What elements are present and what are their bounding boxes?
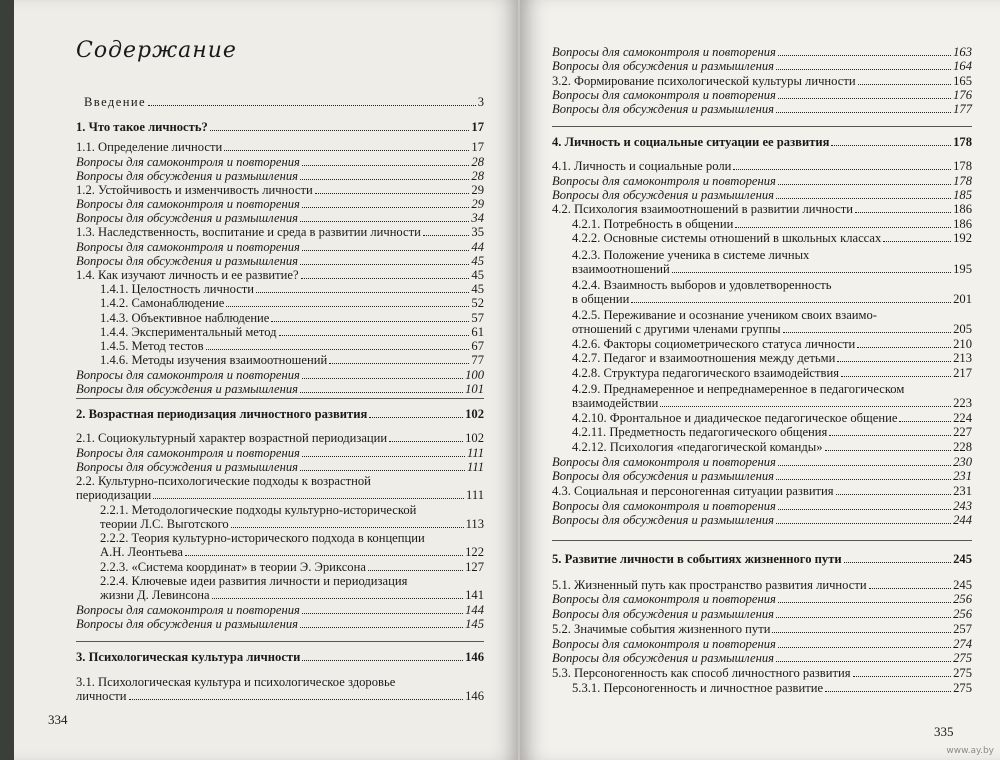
toc-entry[interactable] — [552, 174, 972, 188]
toc-entry[interactable] — [552, 513, 972, 527]
toc-entry[interactable] — [76, 268, 484, 282]
toc-entry[interactable] — [552, 45, 972, 59]
toc-entry-title: Вопросы для самоконтроля и повторения — [76, 155, 300, 169]
toc-entry-page: 111 — [466, 460, 484, 474]
dot-leader — [841, 376, 951, 377]
toc-entry-page: 213 — [953, 351, 972, 365]
toc-entry[interactable] — [76, 603, 484, 617]
toc-entry-heading-line: 4.2.9. Преднамеренное и непреднамеренное в педагогическом — [572, 382, 905, 396]
dot-leader — [776, 661, 951, 662]
toc-entry-title: 5.3. Персоногенность как способ личностного развития — [552, 666, 851, 680]
toc-entry-title: жизни Д. Левинсона — [100, 588, 210, 602]
toc-entry-title: 4. Личность и социальные ситуации ее развития — [552, 135, 830, 149]
toc-entry[interactable] — [76, 407, 484, 421]
toc-entry-page: 231 — [953, 469, 972, 483]
toc-entry-page: 224 — [953, 411, 972, 425]
toc-entry[interactable] — [572, 322, 972, 336]
toc-entry-page: 165 — [953, 74, 972, 88]
toc-entry-page: 186 — [953, 202, 972, 216]
toc-entry-title: 5.3.1. Персоногенность и личностное развитие — [572, 681, 824, 695]
toc-entry[interactable] — [552, 469, 972, 483]
toc-entry-title: Вопросы для обсуждения и размышления — [76, 254, 298, 268]
toc-entry-page: 230 — [953, 455, 972, 469]
toc-entry-title: взаимодействии — [572, 396, 659, 410]
dot-leader — [869, 588, 952, 589]
toc-entry-page: 257 — [953, 622, 972, 636]
toc-entry[interactable] — [76, 617, 484, 631]
toc-entry-page: 57 — [471, 311, 484, 325]
toc-entry-title: 3. Психологическая культура личности — [76, 650, 301, 664]
toc-entry-title: периодизации — [76, 488, 152, 502]
dot-leader — [776, 198, 951, 199]
dot-leader — [210, 130, 470, 131]
dot-leader — [672, 272, 951, 273]
dot-leader — [631, 302, 951, 303]
toc-entry-title: 4.2.1. Потребность в общении — [572, 217, 734, 231]
dot-leader — [423, 235, 470, 236]
dot-leader — [772, 632, 951, 633]
dot-leader — [858, 84, 952, 85]
toc-entry-heading-line: 2.2.1. Методологические подходы культурно-исторической — [100, 503, 417, 517]
dot-leader — [153, 498, 464, 499]
toc-entry-title: Вопросы для обсуждения и размышления — [76, 211, 298, 225]
left-page-number: 334 — [48, 712, 68, 727]
toc-entry-title: 3.2. Формирование психологической культуры личности — [552, 74, 856, 88]
toc-entry-page: 102 — [465, 407, 484, 421]
toc-entry-heading-line: 3.1. Психологическая культура и психологическое здоровье — [76, 675, 396, 689]
dot-leader — [231, 527, 464, 528]
toc-entry-page: 243 — [953, 499, 972, 513]
dot-leader — [271, 321, 469, 322]
toc-entry-page: 122 — [465, 545, 484, 559]
toc-entry[interactable] — [552, 202, 972, 216]
dot-leader — [329, 363, 469, 364]
toc-entry-title: 2. Возрастная периодизация личностного развития — [76, 407, 368, 421]
toc-entry[interactable] — [552, 188, 972, 202]
toc-entry-page: 231 — [953, 484, 972, 498]
toc-title: Содержание — [76, 38, 237, 63]
dot-leader — [300, 221, 469, 222]
dot-leader — [776, 69, 951, 70]
toc-entry-page: 77 — [471, 353, 484, 367]
toc-entry-page: 245 — [953, 578, 972, 592]
toc-entry-title: Вопросы для обсуждения и размышления — [76, 460, 298, 474]
dot-leader — [302, 250, 469, 251]
toc-entry-page: 217 — [953, 366, 972, 380]
toc-entry[interactable] — [76, 446, 484, 460]
toc-entry-page: 113 — [465, 517, 484, 531]
toc-entry-title: Вопросы для обсуждения и размышления — [552, 469, 774, 483]
dot-leader — [778, 465, 951, 466]
toc-entry-title: отношений с другими членами группы — [572, 322, 781, 336]
dot-leader — [776, 112, 951, 113]
toc-entry[interactable] — [572, 366, 972, 380]
dot-leader — [300, 179, 469, 180]
toc-entry[interactable] — [572, 681, 972, 695]
toc-entry[interactable] — [552, 484, 972, 498]
toc-entry[interactable] — [76, 120, 484, 134]
toc-entry[interactable] — [572, 262, 972, 276]
toc-entry[interactable] — [552, 102, 972, 116]
toc-entry-page: 186 — [953, 217, 972, 231]
toc-entry[interactable] — [76, 197, 484, 211]
toc-entry-page: 44 — [471, 240, 484, 254]
toc-entry-page: 100 — [465, 368, 484, 382]
dot-leader — [836, 494, 952, 495]
toc-entry[interactable] — [100, 353, 484, 367]
toc-entry[interactable] — [552, 455, 972, 469]
toc-entry[interactable] — [552, 135, 972, 149]
toc-entry-page: 205 — [953, 322, 972, 336]
toc-entry[interactable] — [100, 311, 484, 325]
toc-entry-heading-line: 4.2.4. Взаимность выборов и удовлетворенность — [572, 278, 832, 292]
toc-entry-title: теории Л.С. Выготского — [100, 517, 229, 531]
dot-leader — [829, 435, 951, 436]
toc-entry-title: Вопросы для самоконтроля и повторения — [552, 499, 776, 513]
toc-entry[interactable] — [84, 95, 484, 109]
section-divider — [552, 126, 972, 127]
toc-entry-heading-line: 2.2. Культурно-психологические подходы к возрастной — [76, 474, 371, 488]
toc-entry-page: 111 — [466, 446, 484, 460]
toc-entry[interactable] — [552, 88, 972, 102]
toc-entry-title: Вопросы для обсуждения и размышления — [552, 513, 774, 527]
toc-entry-title: Вопросы для самоконтроля и повторения — [76, 368, 300, 382]
toc-entry-title: Вопросы для обсуждения и размышления — [552, 651, 774, 665]
toc-entry[interactable] — [552, 74, 972, 88]
toc-entry-title: Вопросы для самоконтроля и повторения — [76, 446, 300, 460]
toc-entry-title: Вопросы для самоконтроля и повторения — [552, 45, 776, 59]
toc-entry-title: 1.4.6. Методы изучения взаимоотношений — [100, 353, 328, 367]
toc-entry-title: Введение — [84, 95, 146, 109]
toc-entry[interactable] — [552, 159, 972, 173]
toc-entry-title: Вопросы для самоконтроля и повторения — [552, 88, 776, 102]
toc-entry-title: 1. Что такое личность? — [76, 120, 208, 134]
toc-entry-page: 127 — [465, 560, 484, 574]
dot-leader — [300, 627, 463, 628]
toc-entry[interactable] — [100, 339, 484, 353]
toc-entry[interactable] — [552, 59, 972, 73]
dot-leader — [776, 523, 951, 524]
toc-entry-heading-line: 4.2.3. Положение ученика в системе личных — [572, 248, 810, 262]
toc-entry[interactable] — [76, 254, 484, 268]
toc-entry[interactable] — [572, 425, 972, 439]
toc-entry[interactable] — [552, 499, 972, 513]
toc-entry[interactable] — [552, 666, 972, 680]
toc-entry-title: 1.2. Устойчивость и изменчивость личности — [76, 183, 313, 197]
toc-entry-title: Вопросы для обсуждения и размышления — [552, 59, 774, 73]
toc-entry[interactable] — [572, 411, 972, 425]
toc-entry[interactable] — [100, 296, 484, 310]
toc-entry-title: 4.2.6. Факторы социометрического статуса личности — [572, 337, 856, 351]
toc-entry[interactable] — [572, 231, 972, 245]
dot-leader — [853, 676, 952, 677]
toc-entry-title: Вопросы для самоконтроля и повторения — [76, 603, 300, 617]
toc-entry[interactable] — [552, 637, 972, 651]
toc-entry-title: Вопросы для обсуждения и размышления — [76, 169, 298, 183]
dot-leader — [206, 349, 470, 350]
toc-entry-title: 4.2.2. Основные системы отношений в школьных классах — [572, 231, 882, 245]
toc-entry-title: личности — [76, 689, 127, 703]
toc-entry[interactable] — [76, 460, 484, 474]
toc-entry-page: 45 — [471, 254, 484, 268]
toc-entry-page: 201 — [953, 292, 972, 306]
toc-entry-page: 245 — [953, 552, 972, 566]
dot-leader — [302, 660, 463, 661]
toc-entry[interactable] — [76, 169, 484, 183]
dot-leader — [778, 98, 951, 99]
toc-entry-page: 144 — [465, 603, 484, 617]
toc-entry-title: Вопросы для самоконтроля и повторения — [76, 240, 300, 254]
dot-leader — [778, 602, 951, 603]
toc-entry-page: 275 — [953, 651, 972, 665]
toc-entry-page: 178 — [953, 159, 972, 173]
dot-leader — [825, 450, 952, 451]
dot-leader — [302, 207, 469, 208]
dot-leader — [778, 184, 951, 185]
toc-entry-page: 256 — [953, 607, 972, 621]
dot-leader — [300, 392, 463, 393]
toc-entry-page: 67 — [471, 339, 484, 353]
toc-entry-page: 256 — [953, 592, 972, 606]
toc-entry-title: Вопросы для обсуждения и размышления — [552, 102, 774, 116]
dot-leader — [129, 699, 464, 700]
right-page-number: 335 — [934, 724, 954, 739]
toc-entry[interactable] — [572, 440, 972, 454]
dot-leader — [368, 570, 463, 571]
toc-entry-page: 176 — [953, 88, 972, 102]
toc-entry-title: взаимоотношений — [572, 262, 670, 276]
section-divider — [552, 540, 972, 541]
toc-entry-title: 4.2. Психология взаимоотношений в развитии личности — [552, 202, 853, 216]
toc-entry-page: 29 — [471, 197, 484, 211]
dot-leader — [301, 278, 470, 279]
dot-leader — [148, 105, 476, 106]
toc-entry-title: 4.2.12. Психология «педагогической команды» — [572, 440, 823, 454]
toc-entry-heading-line: 4.2.5. Переживание и осознание учеником своих взаимо- — [572, 308, 877, 322]
toc-entry[interactable] — [572, 396, 972, 410]
toc-entry[interactable] — [100, 588, 484, 602]
toc-entry-page: 227 — [953, 425, 972, 439]
toc-entry-title: Вопросы для самоконтроля и повторения — [552, 637, 776, 651]
dot-leader — [226, 306, 469, 307]
toc-entry[interactable] — [100, 560, 484, 574]
toc-entry-page: 141 — [465, 588, 484, 602]
toc-entry-heading-line: 2.2.2. Теория культурно-исторического подхода в концепции — [100, 531, 425, 545]
toc-entry-page: 163 — [953, 45, 972, 59]
toc-entry-title: 4.2.7. Педагог и взаимоотношения между детьми — [572, 351, 836, 365]
toc-entry-title: Вопросы для самоконтроля и повторения — [552, 592, 776, 606]
toc-entry[interactable] — [572, 351, 972, 365]
toc-entry-title: 1.1. Определение личности — [76, 140, 223, 154]
toc-entry-page: 17 — [471, 140, 484, 154]
section-divider — [76, 398, 484, 399]
toc-entry-title: 5. Развитие личности в событиях жизненного пути — [552, 552, 842, 566]
toc-entry-page: 192 — [953, 231, 972, 245]
toc-entry-page: 274 — [953, 637, 972, 651]
toc-entry-title: Вопросы для обсуждения и размышления — [552, 188, 774, 202]
toc-entry[interactable] — [76, 155, 484, 169]
toc-entry-heading-line: 2.2.4. Ключевые идеи развития личности и периодизация — [100, 574, 408, 588]
toc-entry-page: 178 — [953, 174, 972, 188]
dot-leader — [279, 335, 470, 336]
toc-entry-title: Вопросы для самоконтроля и повторения — [552, 455, 776, 469]
toc-entry-page: 223 — [953, 396, 972, 410]
toc-entry-title: 1.4.4. Экспериментальный метод — [100, 325, 277, 339]
toc-entry-page: 61 — [471, 325, 484, 339]
toc-entry-page: 145 — [465, 617, 484, 631]
dot-leader — [883, 241, 951, 242]
toc-entry-title: 2.1. Социокультурный характер возрастной периодизации — [76, 431, 388, 445]
dot-leader — [825, 691, 951, 692]
toc-entry-title: 1.4.1. Целостность личности — [100, 282, 255, 296]
toc-entry-title: Вопросы для обсуждения и размышления — [76, 382, 298, 396]
dot-leader — [733, 169, 951, 170]
dot-leader — [899, 421, 951, 422]
toc-entry[interactable] — [572, 292, 972, 306]
toc-entry-page: 111 — [466, 488, 484, 502]
toc-entry-title: 4.2.11. Предметность педагогического общения — [572, 425, 828, 439]
dot-leader — [302, 378, 463, 379]
toc-entry[interactable] — [76, 431, 484, 445]
toc-entry-page: 34 — [471, 211, 484, 225]
dot-leader — [844, 562, 951, 563]
toc-entry[interactable] — [76, 211, 484, 225]
toc-entry-title: Вопросы для обсуждения и размышления — [76, 617, 298, 631]
toc-entry[interactable] — [552, 651, 972, 665]
toc-entry-page: 29 — [471, 183, 484, 197]
toc-entry-page: 185 — [953, 188, 972, 202]
toc-entry-title: Вопросы для обсуждения и размышления — [552, 607, 774, 621]
dot-leader — [302, 613, 463, 614]
toc-entry-title: А.Н. Леонтьева — [100, 545, 183, 559]
toc-entry[interactable] — [76, 689, 484, 703]
toc-entry[interactable] — [76, 240, 484, 254]
toc-entry-title: 5.1. Жизненный путь как пространство развития личности — [552, 578, 867, 592]
toc-entry[interactable] — [76, 488, 484, 502]
dot-leader — [837, 361, 951, 362]
toc-entry-page: 164 — [953, 59, 972, 73]
toc-entry-page: 28 — [471, 155, 484, 169]
toc-entry[interactable] — [552, 578, 972, 592]
toc-entry[interactable] — [552, 622, 972, 636]
toc-entry-page: 275 — [953, 681, 972, 695]
dot-leader — [776, 479, 951, 480]
toc-entry-title: 4.2.10. Фронтальное и диадическое педагогическое общение — [572, 411, 898, 425]
toc-entry[interactable] — [100, 517, 484, 531]
dot-leader — [369, 417, 463, 418]
dot-leader — [256, 292, 469, 293]
toc-entry-page: 45 — [471, 282, 484, 296]
dot-leader — [831, 145, 951, 146]
dot-leader — [778, 647, 951, 648]
toc-entry-title: 1.4.3. Объективное наблюдение — [100, 311, 270, 325]
dot-leader — [212, 598, 463, 599]
toc-entry-page: 195 — [953, 262, 972, 276]
toc-entry-title: Вопросы для самоконтроля и повторения — [76, 197, 300, 211]
toc-entry-title: 2.2.3. «Система координат» в теории Э. Эриксона — [100, 560, 366, 574]
toc-entry-page: 210 — [953, 337, 972, 351]
toc-entry-page: 28 — [471, 169, 484, 183]
toc-entry-title: Вопросы для самоконтроля и повторения — [552, 174, 776, 188]
toc-entry-page: 52 — [471, 296, 484, 310]
dot-leader — [302, 456, 465, 457]
dot-leader — [300, 470, 465, 471]
dot-leader — [783, 332, 952, 333]
toc-entry-title: 1.4.5. Метод тестов — [100, 339, 204, 353]
toc-entry[interactable] — [100, 545, 484, 559]
toc-entry-page: 146 — [465, 689, 484, 703]
toc-entry[interactable] — [552, 607, 972, 621]
section-divider — [76, 641, 484, 642]
toc-entry[interactable] — [76, 183, 484, 197]
dot-leader — [857, 347, 951, 348]
toc-entry-page: 45 — [471, 268, 484, 282]
toc-entry[interactable] — [76, 225, 484, 239]
toc-entry-page: 101 — [465, 382, 484, 396]
toc-entry[interactable] — [76, 140, 484, 154]
toc-entry-title: в общении — [572, 292, 630, 306]
dot-leader — [660, 406, 951, 407]
left-page — [14, 0, 520, 760]
toc-entry[interactable] — [572, 337, 972, 351]
toc-entry-page: 35 — [471, 225, 484, 239]
toc-entry-page: 102 — [465, 431, 484, 445]
toc-entry[interactable] — [100, 325, 484, 339]
dot-leader — [224, 150, 469, 151]
dot-leader — [389, 441, 463, 442]
toc-entry-title: 5.2. Значимые события жизненного пути — [552, 622, 771, 636]
toc-entry-title: 1.3. Наследственность, воспитание и среда в развитии личности — [76, 225, 421, 239]
toc-entry[interactable] — [100, 282, 484, 296]
toc-entry-title: 4.2.8. Структура педагогического взаимодействия — [572, 366, 840, 380]
dot-leader — [302, 165, 469, 166]
toc-entry-title: 4.3. Социальная и персоногенная ситуации развития — [552, 484, 834, 498]
toc-entry-title: 4.1. Личность и социальные роли — [552, 159, 732, 173]
toc-entry-page: 17 — [471, 120, 484, 134]
toc-entry-title: 1.4.2. Самонаблюдение — [100, 296, 225, 310]
dot-leader — [855, 212, 951, 213]
toc-entry[interactable] — [552, 592, 972, 606]
dot-leader — [735, 227, 951, 228]
toc-entry[interactable] — [552, 552, 972, 566]
toc-entry[interactable] — [76, 368, 484, 382]
dot-leader — [776, 617, 951, 618]
dot-leader — [778, 509, 951, 510]
dot-leader — [778, 55, 951, 56]
dot-leader — [185, 555, 463, 556]
watermark: www.ay.by — [946, 746, 994, 756]
dot-leader — [315, 193, 470, 194]
toc-entry[interactable] — [572, 217, 972, 231]
toc-entry[interactable] — [76, 650, 484, 664]
toc-entry-page: 244 — [953, 513, 972, 527]
toc-entry[interactable] — [76, 382, 484, 396]
right-page — [520, 0, 1000, 760]
toc-entry-page: 177 — [953, 102, 972, 116]
toc-entry-page: 275 — [953, 666, 972, 680]
toc-entry-page: 3 — [477, 95, 484, 109]
toc-entry-page: 146 — [465, 650, 484, 664]
toc-entry-title: 1.4. Как изучают личность и ее развитие? — [76, 268, 299, 282]
dot-leader — [300, 264, 469, 265]
toc-entry-page: 228 — [953, 440, 972, 454]
toc-entry-page: 178 — [953, 135, 972, 149]
